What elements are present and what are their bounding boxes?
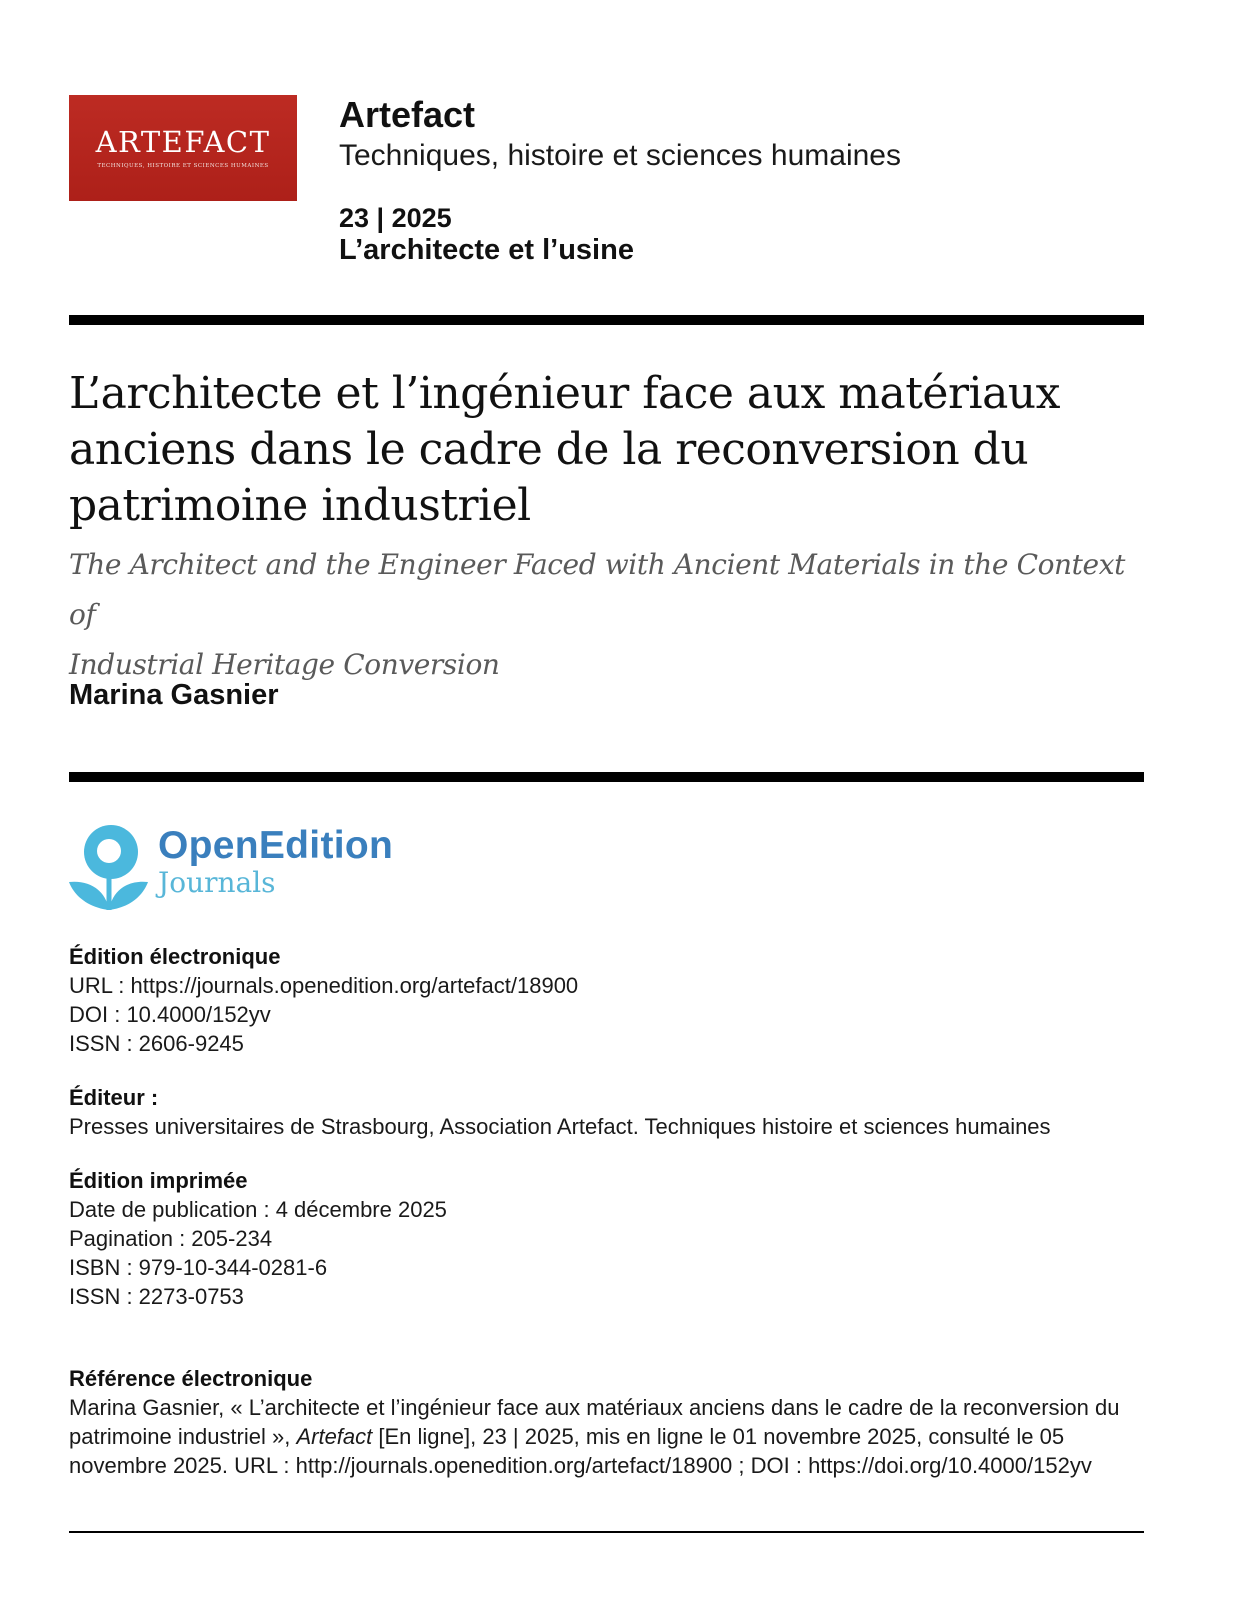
electronic-reference-section: [69, 1364, 1149, 1480]
journal-logo: [69, 95, 297, 201]
article-title-line: L’architecte et l’ingénieur face aux matériaux: [69, 368, 1060, 419]
article-subtitle-line: Industrial Heritage Conversion: [69, 648, 500, 681]
bottom-divider: [69, 1531, 1144, 1533]
doi-line: DOI : 10.4000/152yv: [69, 1002, 271, 1027]
issn-line: ISSN : 2273-0753: [69, 1284, 244, 1309]
openedition-flower-icon: [69, 822, 149, 914]
issue-title: L’architecte et l’usine: [339, 234, 634, 266]
pagination: Pagination : 205-234: [69, 1226, 273, 1251]
logo-tagline: TECHNIQUES, HISTOIRE ET SCIENCES HUMAINES: [97, 162, 269, 169]
article-title: [69, 366, 1149, 534]
url-line[interactable]: URL : https://journals.openedition.org/artefact/18900: [69, 973, 579, 998]
electronic-edition-section: [69, 942, 578, 1058]
journal-subtitle: Techniques, histoire et sciences humaines: [339, 139, 901, 172]
journal-name: Artefact: [339, 94, 476, 135]
openedition-wordmark: OpenEdition: [158, 824, 394, 867]
citation-journal: Artefact: [296, 1424, 373, 1449]
article-subtitle: [69, 540, 1149, 690]
publisher-name: Presses universitaires de Strasbourg, Association Artefact. Techniques histoire et sciences humaines: [69, 1114, 1051, 1139]
journals-wordmark: Journals: [158, 866, 276, 899]
middle-divider: [69, 772, 1144, 782]
top-divider: [69, 315, 1144, 325]
logo-wordmark: ARTEFACT: [95, 124, 271, 159]
article-title-line: patrimoine industriel: [69, 480, 531, 531]
issn-line: ISSN : 2606-9245: [69, 1031, 244, 1056]
isbn-line: ISBN : 979-10-344-0281-6: [69, 1255, 328, 1280]
citation-text: [69, 1393, 1149, 1480]
section-heading: Référence électronique: [69, 1366, 313, 1391]
publication-date: Date de publication : 4 décembre 2025: [69, 1197, 447, 1222]
article-subtitle-line: The Architect and the Engineer Faced with Ancient Materials in the Context of: [69, 548, 1125, 631]
publisher-section: [69, 1083, 1051, 1141]
citation-suffix: [En ligne], 23 | 2025, mis en ligne le 01 novembre 2025, consulté le 05 novembre 2025. URL : http://journals.openedition.org/artefact/18900 ; DOI : https://doi.org/10.4000/152yv: [69, 1424, 1092, 1478]
author-name: Marina Gasnier: [69, 679, 279, 711]
section-heading: Éditeur :: [69, 1085, 159, 1110]
issue-number: 23 | 2025: [339, 203, 452, 233]
section-heading: Édition imprimée: [69, 1168, 248, 1193]
citation-prefix: Marina Gasnier, « L’architecte et l’ingénieur face aux matériaux anciens dans le cadre de la reconversion du patrimoine industriel »,: [69, 1395, 1120, 1449]
section-heading: Édition électronique: [69, 944, 281, 969]
article-title-line: anciens dans le cadre de la reconversion du: [69, 424, 1029, 475]
print-edition-section: [69, 1166, 447, 1311]
